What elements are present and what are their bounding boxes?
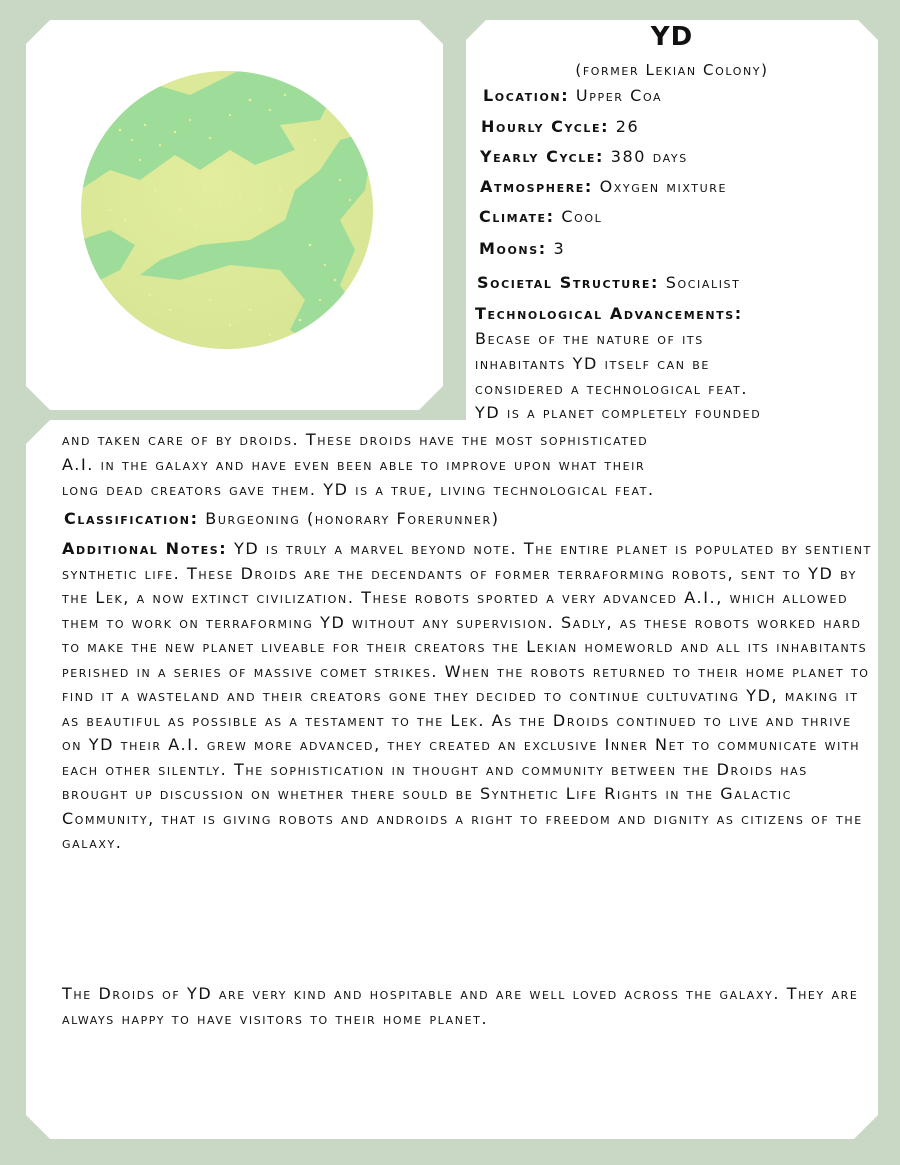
field-classification: [64, 507, 500, 532]
field-label: Moons:: [479, 239, 547, 258]
field-label: Hourly Cycle:: [481, 117, 610, 136]
field-label: Yearly Cycle:: [480, 147, 605, 166]
field-value: 26: [615, 117, 640, 136]
field-label: Atmosphere:: [480, 177, 593, 196]
tech-line: inhabitants YD itself can be: [475, 354, 710, 373]
field-label: Location:: [483, 86, 570, 105]
field-label: Classification:: [64, 509, 199, 528]
field-location: [483, 84, 662, 109]
tech-line: YD is a planet completely founded: [475, 403, 762, 422]
field-value: Oxygen mixture: [599, 177, 728, 196]
field-societal-structure: [477, 271, 740, 296]
field-value: Cool: [561, 207, 603, 226]
notes-text: YD is truly a marvel beyond note. The entire planet is populated by sentient synthetic life. These Droids are the decendants of former terraforming robots, sent to YD by the Lek, a now extinct civilization. These robots sported a very advanced A.I., which allowed them to work on terraforming YD without any supervision. Sadly, as these robots worked hard to make the new planet liveable for their creators the Lekian homeworld and all its inhabitants perished in a series of massive comet strikes. When the robots returned to their home planet to find it a wasteland and their creators gone they decided to continue cultuvating YD, making it as beautiful as possible as a testament to the Lek. As the Droids continued to live and thrive on YD their A.I. grew more advanced, they created an exclusive Inner Net to communicate with each other silently. The sophistication in thought and community between the Droids has brought up discussion on whether there sould be Synthetic Life Rights in the Galactic Community, that is giving robots and androids a right to freedom and dignity as citizens of the galaxy.: [62, 539, 872, 852]
field-label: Climate:: [479, 207, 555, 226]
field-moons: [479, 237, 565, 262]
tech-label: [475, 302, 743, 327]
field-value: Burgeoning (honorary Forerunner): [205, 509, 500, 528]
tech-line: Becase of the nature of its: [475, 329, 704, 348]
planet-subtitle: (former Lekian Colony): [575, 61, 769, 79]
planet-name: YD: [650, 22, 694, 52]
tech-line: A.I. in the galaxy and have even been able to improve upon what their: [62, 455, 646, 474]
tech-line: long dead creators gave them. YD is a true, living technological feat.: [62, 480, 655, 499]
notes-paragraph: [62, 537, 872, 856]
field-climate: [479, 205, 602, 230]
field-atmosphere: [480, 175, 727, 200]
additional-notes: [62, 537, 872, 856]
field-value: Socialist: [665, 273, 741, 292]
notes-label: Additional Notes:: [62, 539, 228, 558]
field-value: 380 days: [610, 147, 688, 166]
field-value: Upper Coa: [575, 86, 663, 105]
closing-paragraph: The Droids of YD are very kind and hospitable and are well loved across the galaxy. They are always happy to have visitors to their home planet.: [62, 984, 859, 1028]
field-hourly-cycle: [481, 115, 639, 140]
tech-label-text: Technological Advancements:: [475, 304, 743, 323]
tech-line: considered a technological feat.: [475, 379, 749, 398]
field-label: Societal Structure:: [477, 273, 660, 292]
planet-illustration: [80, 70, 375, 350]
tech-line: and taken care of by droids. These droids have the most sophisticated: [62, 430, 649, 449]
field-value: 3: [553, 239, 566, 258]
closing-notes: [62, 982, 872, 1031]
field-yearly-cycle: [480, 145, 688, 170]
